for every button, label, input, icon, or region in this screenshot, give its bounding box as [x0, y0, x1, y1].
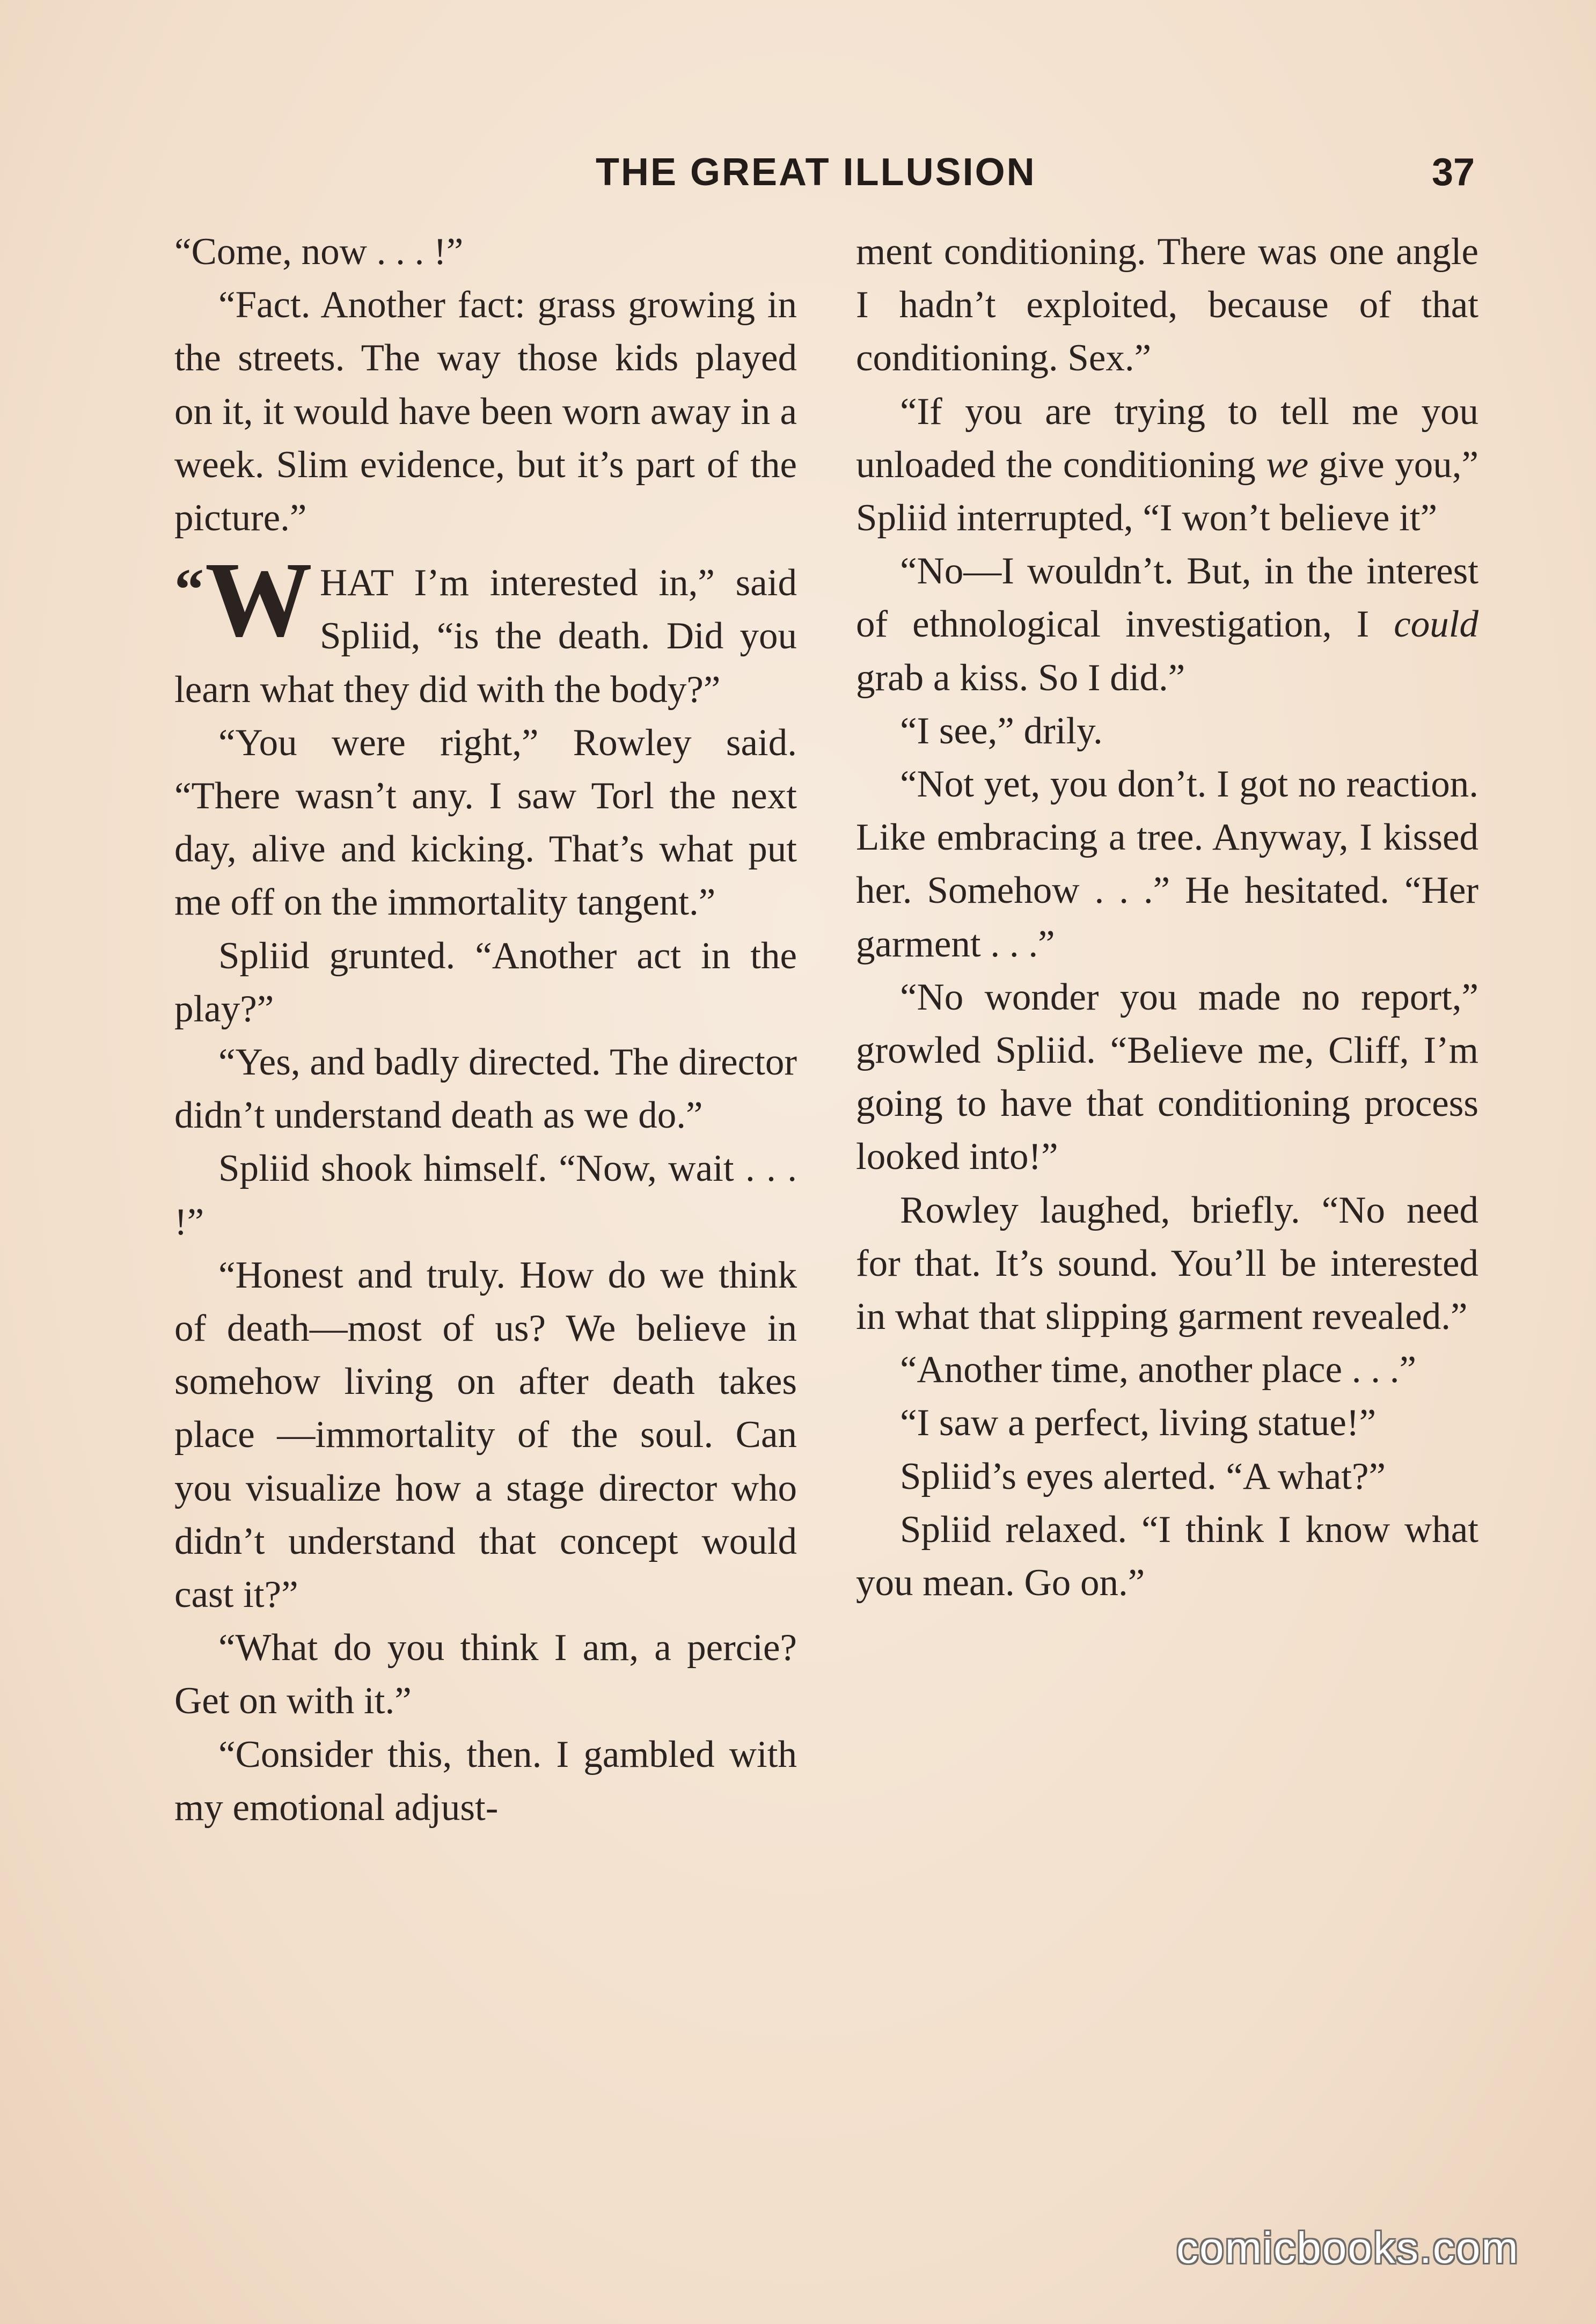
paragraph: Rowley laughed, briefly. “No need for that. It’s sound. You’ll be interested in what that slipping garment revealed.” — [856, 1189, 1478, 1338]
paragraph: Spliid shook himself. “Now, wait . . . !” — [174, 1148, 797, 1243]
paragraph: “Another time, another place . . .” — [900, 1349, 1417, 1391]
left-column — [174, 225, 797, 1835]
paragraph: “No wonder you made no report,” growled Spliid. “Believe me, Cliff, I’m going to have that conditioning process looked into!” — [856, 976, 1478, 1178]
paragraph: “Honest and truly. How do we think of death—most of us? We believe in somehow living on after death takes place —immortality of the soul. Can you visualize how a stage director who didn’t understand that concept would cast it?” — [174, 1254, 797, 1616]
paragraph: Spliid relaxed. “I think I know what you mean. Go on.” — [856, 1508, 1478, 1604]
drop-cap: “W — [174, 540, 312, 660]
paragraph: “Yes, and badly directed. The director didn’t understand death as we do.” — [174, 1041, 797, 1137]
paragraph: “Consider this, then. I gambled with my emotional adjust- — [174, 1733, 797, 1829]
watermark: comicbooks.com — [1176, 2224, 1519, 2272]
dropcap-paragraph: “W HAT I’m interested in,” said Spliid, “is the death. Did you learn what they did with the body?” — [174, 540, 797, 711]
right-column — [856, 225, 1478, 1610]
paragraph: Spliid’s eyes alerted. “A what?” — [900, 1455, 1386, 1497]
paragraph: ment conditioning. There was one angle I hadn’t exploited, because of that conditioning. Sex.” — [856, 231, 1478, 379]
paragraph: “You were right,” Rowley said. “There wasn’t any. I saw Torl the next day, alive and kicking. That’s what put me off on the immortality tangent.” — [174, 721, 797, 924]
paragraph: Spliid grunted. “Another act in the play?” — [174, 934, 797, 1030]
paragraph: “What do you think I am, a percie? Get on with it.” — [174, 1627, 797, 1722]
paragraph: “If you are trying to tell me you unloaded the conditioning we give you,” Spliid interrupted, “I won’t believe it” — [856, 390, 1478, 539]
paragraph: “Come, now . . . !” — [174, 231, 464, 273]
running-header-title: THE GREAT ILLUSION — [596, 151, 1036, 194]
paragraph: “No—I wouldn’t. But, in the interest of ethnological investigation, I could grab a kiss. So I did.” — [856, 550, 1478, 699]
paragraph: “I saw a perfect, living statue!” — [900, 1402, 1377, 1444]
paragraph: “Fact. Another fact: grass growing in the streets. The way those kids played on it, it would have been worn away in a week. Slim evidence, but it’s part of the picture.” — [174, 284, 797, 539]
page-number: 37 — [1432, 151, 1475, 194]
paragraph: “I see,” drily. — [900, 710, 1103, 752]
paragraph: “Not yet, you don’t. I got no reaction. Like embracing a tree. Anyway, I kissed her. Somehow . . .” He hesitated. “Her garment . . .” — [856, 763, 1478, 965]
